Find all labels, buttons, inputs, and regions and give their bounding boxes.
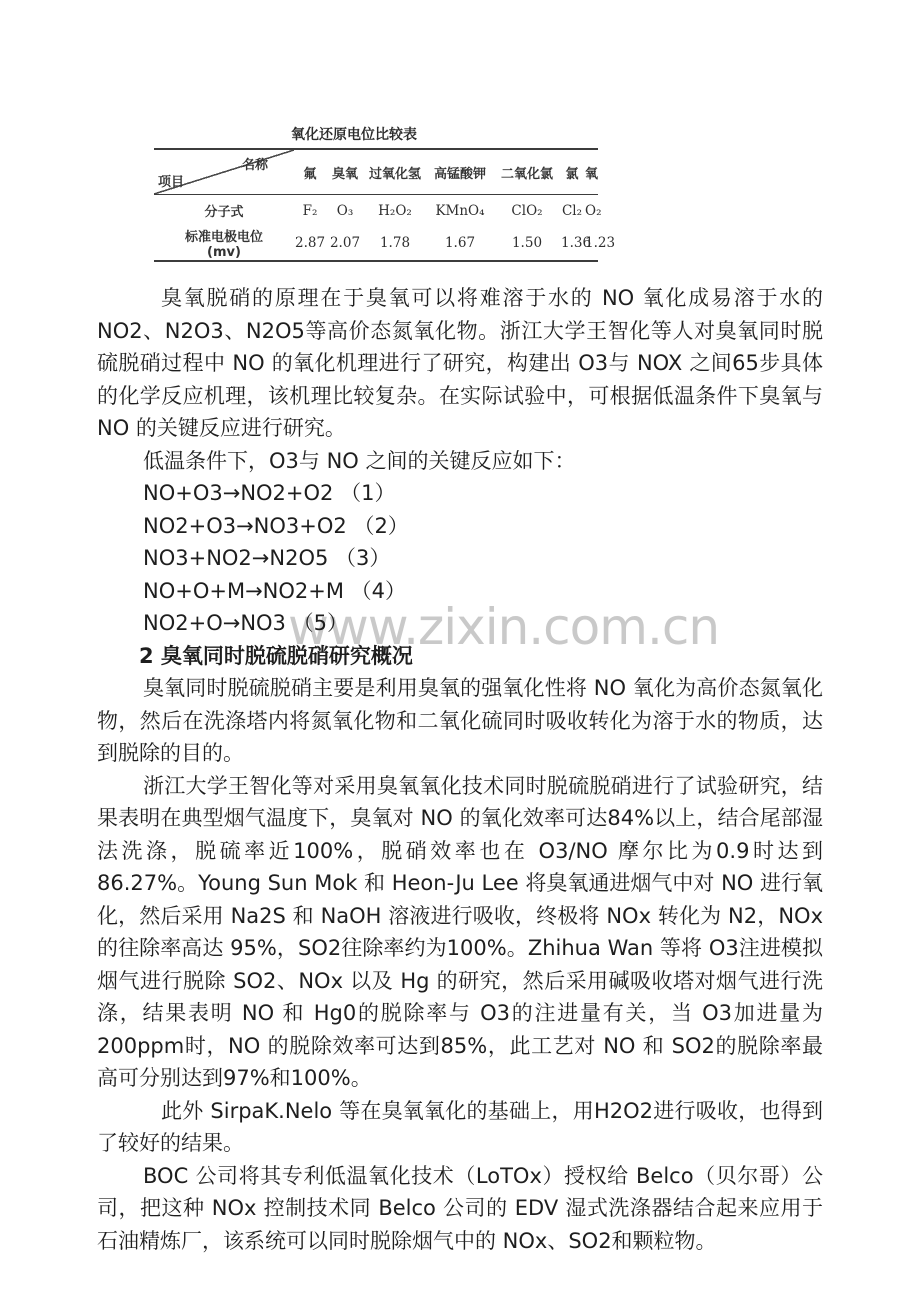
cell-potential: 1.78 — [379, 235, 411, 251]
column-header-o: 氧 — [584, 149, 598, 195]
cell-potential: 1.23 — [585, 235, 616, 251]
paragraph-boc: BOC 公司将其专利低温氧化技术（LoTOx）授权给 Belco（贝尔哥）公司，把这种 NOx 控制技术同 Belco 公司的 EDV 湿式洗涤器结合起来应用于石油精炼厂，该系统可以同时脱除烟气中的 NOx、SO2和颗粒物。 — [97, 1163, 823, 1253]
cell-formula: H₂O₂ — [378, 202, 412, 219]
electrode-potential-unit: (mv) — [207, 245, 241, 260]
cell-potential: 2.87 — [295, 235, 326, 251]
column-header-ozone: 臭氧 — [326, 149, 364, 195]
cell-potential: 2.07 — [329, 235, 361, 251]
row-label-electrode-potential — [154, 226, 294, 261]
column-header-clo2: 二氧化氯 — [494, 149, 560, 195]
paragraph-sirpa: 此外 SirpaK.Nelo 等在臭氧氧化的基础上，用H2O2进行吸收，也得到了较好的结果。 — [97, 1098, 823, 1155]
equation-line-5: NO2+O→NO3 （5） — [143, 611, 348, 635]
table-row-molecular-formula — [154, 195, 598, 227]
cell-potential: 1.36 — [561, 235, 592, 251]
cell-formula: O₃ — [336, 202, 354, 219]
paragraph-intro: 臭氧脱硝的原理在于臭氧可以将难溶于水的 NO 氧化成易溶于水的 NO2、N2O3、N2O5等高价态氮氧化物。浙江大学王智化等人对臭氧同时脱硫脱硝过程中 NO 的氧化机理进行了研究，构建出 O3与 NOX 之间65步具体的化学反应机理，该机理比较复杂。在实际试验中，可根据低温条件下臭氧与 NO 的关键反应进行研究。 — [97, 286, 823, 440]
paragraph-lowtemp-note: 低温条件下，O3与 NO 之间的关键反应如下： — [143, 448, 576, 473]
table-row-electrode-potential — [154, 226, 598, 261]
corner-cell — [154, 149, 294, 195]
paragraph-overview: 臭氧同时脱硫脱硝主要是利用臭氧的强氧化性将 NO 氧化为高价态氮氧化物，然后在洗涤塔内将氮氧化物和二氧化硫同时吸收转化为溶于水的物质，达到脱除的目的。 — [97, 676, 823, 765]
diagonal-header-cell — [154, 150, 294, 194]
equation-line-3: NO3+NO2→N2O5 （3） — [143, 546, 391, 570]
column-header-fluorine: 氟 — [294, 149, 326, 195]
section-heading: 2 臭氧同时脱硫脱硝研究概况 — [139, 643, 413, 668]
row-label-molecular-formula: 分子式 — [204, 205, 244, 220]
corner-item-label: 项目 — [158, 175, 185, 190]
column-header-cl: 氯 — [560, 149, 584, 195]
paragraph-experiments: 浙江大学王智化等对采用臭氧氧化技术同时脱硫脱硝进行了试验研究，结果表明在典型烟气温度下，臭氧对 NO 的氧化效率可达84%以上，结合尾部湿法洗涤，脱硫率近100%，脱硝效率也在 O3/NO 摩尔比为0.9时达到86.27%。Young Sun Mok 和 Heon-Ju Lee 将臭氧通进烟气中对 NO 进行氧化，然后采用 Na2S 和 NaOH 溶液进行吸收，终极将 NOx 转化为 N2，NOx 的往除率高达 95%，SO2往除率约为100%。Zhihua Wan 等将 O3注进模拟烟气进行脱除 SO2、NOx 以及 Hg 的研究，然后采用碱吸收塔对烟气进行洗涤，结果表明 NO 和 Hg0的脱除率与 O3的注进量有关，当 O3加进量为200ppm时，NO 的脱除效率可达到85%，此工艺对 NO 和 SO2的脱除率最高可分别达到97%和100%。 — [97, 773, 823, 1090]
cell-formula: KMnO₄ — [435, 202, 485, 219]
table-title: 氧化还原电位比较表 — [291, 127, 417, 143]
equation-line-1: NO+O3→NO2+O2 （1） — [143, 481, 396, 505]
document-body — [97, 282, 823, 1257]
column-header-h2o2: 过氧化氢 — [364, 149, 426, 195]
cell-formula: F₂ — [302, 202, 318, 219]
electrode-potential-label: 标准电极电位 — [184, 230, 263, 245]
cell-potential: 1.50 — [511, 235, 543, 251]
cell-potential: 1.67 — [444, 235, 476, 251]
cell-formula: ClO₂ — [511, 202, 543, 219]
cell-formula: O₂ — [585, 202, 602, 219]
column-header-kmno4: 高锰酸钾 — [426, 149, 494, 195]
redox-potential-table — [154, 148, 616, 262]
cell-formula: Cl₂ — [561, 202, 583, 219]
site-watermark: www.zixin.com.cn — [288, 598, 720, 656]
equation-line-2: NO2+O3→NO3+O2 （2） — [143, 513, 409, 538]
corner-name-label: 名称 — [241, 158, 268, 173]
equation-line-4: NO+O+M→NO2+M （4） — [143, 578, 407, 603]
